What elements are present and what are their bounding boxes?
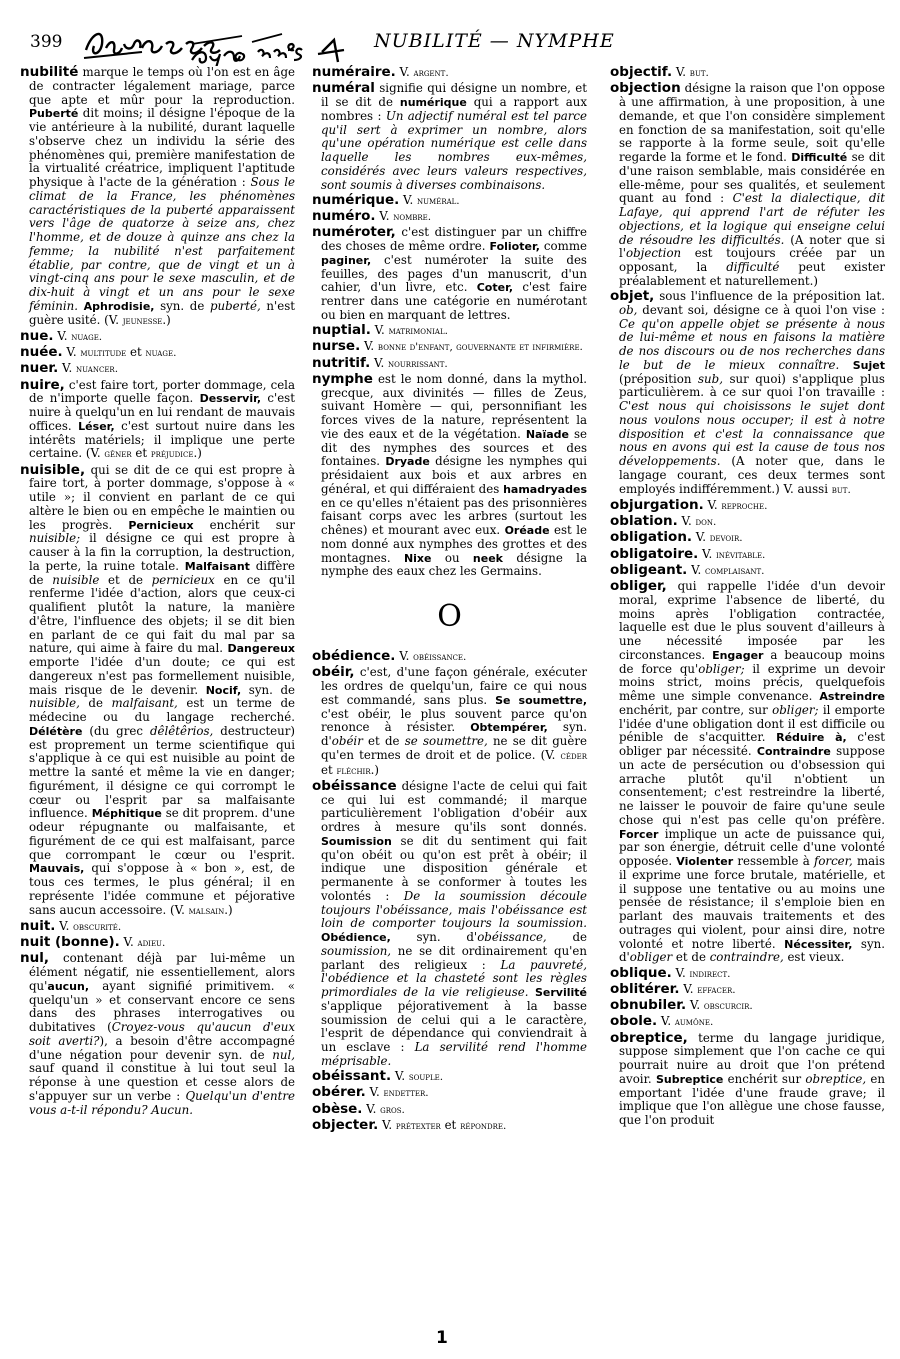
entry-numeraire: numéraire. V. argent.	[312, 64, 449, 80]
column-3	[610, 66, 885, 1129]
page-header	[20, 22, 880, 66]
entry-oblation: oblation. V. don.	[610, 513, 717, 529]
page-number: 399	[30, 32, 63, 52]
entry-nutritif: nutritif. V. nourrissant.	[312, 354, 448, 371]
section-letter-o: O	[437, 599, 462, 634]
entry-obligation: obligation. V. devoir.	[610, 529, 743, 546]
entry-objet: objet, sous l'influence de la préposition lat. ob, devant soi, désigne ce à quoi l'on vise : Ce qu'on appelle objet se présente à nous de lui-même et nous en faisons la matière de nos discours ou de nos recherches dans le but de le mieux connaître. Sujet (préposition sub, sur quoi) s'applique plus particulièrem. à ce sur quoi l'on travaille : C'est nous qui choisissons le sujet dont nous voulons nous occuper; il est à notre disposition et c'est la connaissance que nous en avons qui est la cause de tous nos développements. (A noter que, dans le langage courant, ces deux termes sont employés indifféremment.) V. aussi but.	[610, 288, 885, 496]
entry-obliterer: oblitérer. V. effacer.	[610, 980, 736, 997]
entry-obese: obèse. V. gros.	[312, 1100, 405, 1117]
running-title: NUBILITÉ — NYMPHE	[374, 30, 615, 52]
entry-numerique: numérique. V. numéral.	[312, 191, 460, 208]
entry-nurse: nurse. V. bonne d'enfant, gouvernante et infirmière.	[312, 338, 583, 355]
entry-obeissant: obéissant. V. souple.	[312, 1068, 444, 1084]
footer-page-marker: 1	[436, 1328, 448, 1348]
entry-nuee: nuée. V. multitude et nuage.	[20, 344, 177, 360]
entry-oblique: oblique. V. indirect.	[610, 964, 731, 981]
entry-obedience: obédience. V. obéissance.	[312, 648, 467, 664]
entry-nuisible: nuisible, qui se dit de ce qui est propre à faire tort, à porter dommage, s'oppose à « utile »; il convient en parlant de ce qui altère le bien ou en empêche le maintien ou les progrès. Pernicieux enchérit sur nuisible; il désigne ce qui est propre à causer à la fin la corruption, la destruction, la perte, la ruine totale. Malfaisant diffère de nuisible et de pernicieux en ce qu'il renferme l'idée d'action, alors que ceux-ci qualifient plutôt la nature, la manière d'être, l'influence des objets; il se dit bien en parlant de ce qui fait du mal par sa nature, qui aime à faire du mal. Dangereux emporte l'idée d'un doute; ce qui est dangereux n'est pas formellement nuisible, mais risque de le devenir. Nocif, syn. de nuisible, de malfaisant, est un terme de médecine ou du langage recherché. Délétère (du grec dêlêtêrios, destructeur) est proprement un terme scientifique qui s'applique à ce qui est nuisible au point de mettre la santé et même la vie en danger; figurément, il désigne ce qui corrompt le cœur ou l'esprit par sa malfaisante influence. Méphitique se dit proprem. d'une odeur répugnante ou malfaisante, et figurément de ce qui est malfaisant, parce que corrompant le cœur ou l'esprit. Mauvais, qui s'oppose à « bon », est, de tous ces termes, le plus général; il en représente l'idée commune et péjorative sans aucun accessoire. (V. malsain.)	[20, 461, 296, 917]
entry-obreptice: obreptice, terme du langage juridique, suppose simplement que l'on cache ce qui pourrait nuire au droit que l'on prétend avoir. Subreptice enchérit sur obreptice, en emportant l'idée d'une fraude grave; il implique que l'on allègue une chose fausse, que l'on produit	[610, 1029, 885, 1127]
handwritten-annotation	[82, 22, 372, 66]
entry-objecter: objecter. V. prétexter et répondre.	[312, 1116, 507, 1133]
entry-nuire: nuire, c'est faire tort, porter dommage, cela de n'importe quelle façon. Desservir, c'est nuire à quelqu'un en lui rendant de mauvais offices. Léser, c'est surtout nuire dans les intérêts matériels; il implique une perte certaine. (V. gêner et préjudice.)	[20, 376, 295, 461]
entry-nul: nul, contenant déjà par lui-même un élément négatif, nie essentiellement, alors qu'aucun, ayant signifié primitivem. « quelqu'un » et conservant encore ce sens dans des phrases interrogatives ou dubitatives (Croyez-vous qu'aucun d'eux soit averti?), a besoin d'être accompagné d'une négation pour devenir syn. de nul, sauf quand il constitue à lui tout seul la réponse à une question et cesse alors de s'appuyer sur un verbe : Quelqu'un d'entre vous a-t-il répondu? Aucun.	[20, 950, 295, 1117]
entry-nuit: nuit. V. obscurité.	[20, 917, 122, 934]
entry-obliger: obliger, qui rappelle l'idée d'un devoir moral, exprime l'absence de liberté, du moins après l'obligation contractée, laquelle est due le plus souvent d'ailleurs à une nécessité imposée par les circonstances. Engager a beaucoup moins de force qu'obliger; il exprime un devoir moins strict, moins précis, quelquefois même une simple convenance. Astreindre enchérit, par contre, sur obliger; il emporte l'idée d'une obligation dont il est difficile ou pénible de s'acquitter. Réduire à, c'est obliger par nécessité. Contraindre suppose un acte de persécution ou d'obsession qui arrache plutôt qu'il n'obtient un consentement; c'est restreindre la liberté, ne laisser le pouvoir de faire qu'une seule chose qui n'est pas celle qu'on préfère. Forcer implique un acte de puissance qui, par son énergie, détruit celle d'une volonté opposée. Violenter ressemble à forcer, mais il exprime une force brutale, matérielle, et il suppose une tentative ou au moins une pensée de résistance; il s'emploie bien en parlant des mauvais traitements et des outrages qui violent, pour ainsi dire, notre volonté et notre liberté. Nécessiter, syn. d'obliger et de contraindre, est vieux.	[610, 578, 886, 965]
entry-nuer: nuer. V. nuancer.	[20, 360, 119, 377]
column-2	[312, 66, 587, 1135]
column-1	[20, 66, 295, 1119]
entry-numero: numéro. V. nombre.	[312, 208, 432, 224]
entry-obligeant: obligeant. V. complaisant.	[610, 561, 765, 578]
entry-oberer: obérer. V. endetter.	[312, 1084, 429, 1101]
entry-nymphe: nymphe est le nom donné, dans la mythol. grecque, aux divinités — filles de Zeus, suivant Homère — qui, personnifiant les forces vives de la nature, représentent la vie des eaux et de la végétation. Naïade se dit des nymphes des sources et des fontaines. Dryade désigne les nymphes qui présidaient aux bois et aux arbres en général, et qui différaient des hamadryades en ce qu'elles n'étaient pas des prisonnières faisant corps avec les arbres (surtout les chênes) et mourant avec eux. Oréade est le nom donné aux nymphes des grottes et des montagnes. Nixe ou neek désigne la nymphe des eaux chez les Germains.	[312, 370, 587, 579]
entry-objurgation: objurgation. V. reproche.	[610, 496, 768, 513]
entry-obeissance: obéissance désigne l'acte de celui qui fait ce qui lui est commandé; il marque particulièrement l'obligation d'obéir aux ordres à mesure qu'ils sont donnés. Soumission se dit du sentiment qui fait qu'on obéit ou qu'on est prêt à obéir; il indique une disposition générale et permanente à se conformer à toutes les volontés : De la soumission découle toujours l'obéissance, mais l'obéissance est loin de comporter toujours la soumission. Obédience, syn. d'obéissance, de soumission, ne se dit ordinairement qu'en parlant des religieux : La pauvreté, l'obédience et la chasteté sont les règles primordiales de la vie religieuse. Servilité s'applique péjorativement à la basse soumission de celui qui a le caractère, l'esprit de dépendance qui conviendrait à un esclave : La servilité rend l'homme méprisable.	[312, 777, 588, 1068]
entry-nubilite: nubilité marque le temps où l'on est en âge de contracter légalement mariage, parce que apte et mûr pour la reproduction. Puberté dit moins; il désigne l'époque de la vie antérieure à la nubilité, durant laquelle s'observe chez un individu la série des phénomènes qui, première manifestation de la virtualité créatrice, impliquent l'aptitude physique à l'acte de la génération : Sous le climat de la France, les phénomènes caractéristiques de la puberté apparaissent vers l'âge de quatorze à seize ans, chez l'homme, et de douze à quinze ans chez la femme; la nubilité n'est parfaitement établie, par contre, que de vingt et un à vingt-cinq ans pour le sexe masculin, et de dix-huit à vingt et un ans pour le sexe féminin. Aphrodisie, syn. de puberté, n'est guère usité. (V. jeunesse.)	[20, 64, 295, 327]
entry-obligatoire: obligatoire. V. inévitable.	[610, 545, 766, 562]
entry-nuptial: nuptial. V. matrimonial.	[312, 322, 448, 338]
entry-obeir: obéir, c'est, d'une façon générale, exécuter les ordres de quelqu'un, faire ce qui nous est commandé, sans plus. Se soumettre, c'est obéir, le plus souvent parce qu'on renonce à résister. Obtempérer, syn. d'obéir et de se soumettre, ne se dit guère qu'en termes de droit et de police. (V. céder et fléchir.)	[312, 664, 587, 777]
entry-numeroter: numéroter, c'est distinguer par un chiffre des choses de même ordre. Folioter, comme paginer, c'est numéroter la suite des feuilles, des pages d'un manuscrit, d'un cahier, d'un livre, etc. Coter, c'est faire rentrer dans une catégorie en numérotant ou bien en marquant de lettres.	[312, 224, 587, 322]
entry-obnubiler: obnubiler. V. obscurcir.	[610, 997, 753, 1013]
entry-objection: objection désigne la raison que l'on oppose à une affirmation, à une proposition, à une demande, et que l'on considère simplement en fonction de sa manifestation, soit qu'elle se rapporte à la forme seule, soit qu'elle regarde la forme et le fond. Difficulté se dit d'une raison semblable, mais considérée en elle-même, pour ses qualités, et seulement quant au fond : C'est la dialectique, dit Lafaye, qui apprend l'art de réfuter les objections, et la logique qui enseigne celui de résoudre les difficultés. (A noter que si l'objection est toujours créée par un opposant, la difficulté peut exister préalablement et naturellement.)	[610, 80, 886, 288]
entry-objectif: objectif. V. but.	[610, 64, 709, 80]
entry-nue: nue. V. nuage.	[20, 327, 103, 344]
entry-obole: obole. V. aumône.	[610, 1013, 714, 1030]
entry-numeral: numéral signifie qui désigne un nombre, et il se dit de numérique qui a rapport aux nombres : Un adjectif numéral est tel parce qu'il sert à exprimer un nombre, alors qu'une opération numérique est celle dans laquelle les nombres eux-mêmes, considérés avec leurs valeurs respectives, sont soumis à diverses combinaisons.	[312, 80, 587, 192]
entry-nuit-bonne: nuit (bonne). V. adieu.	[20, 934, 166, 950]
